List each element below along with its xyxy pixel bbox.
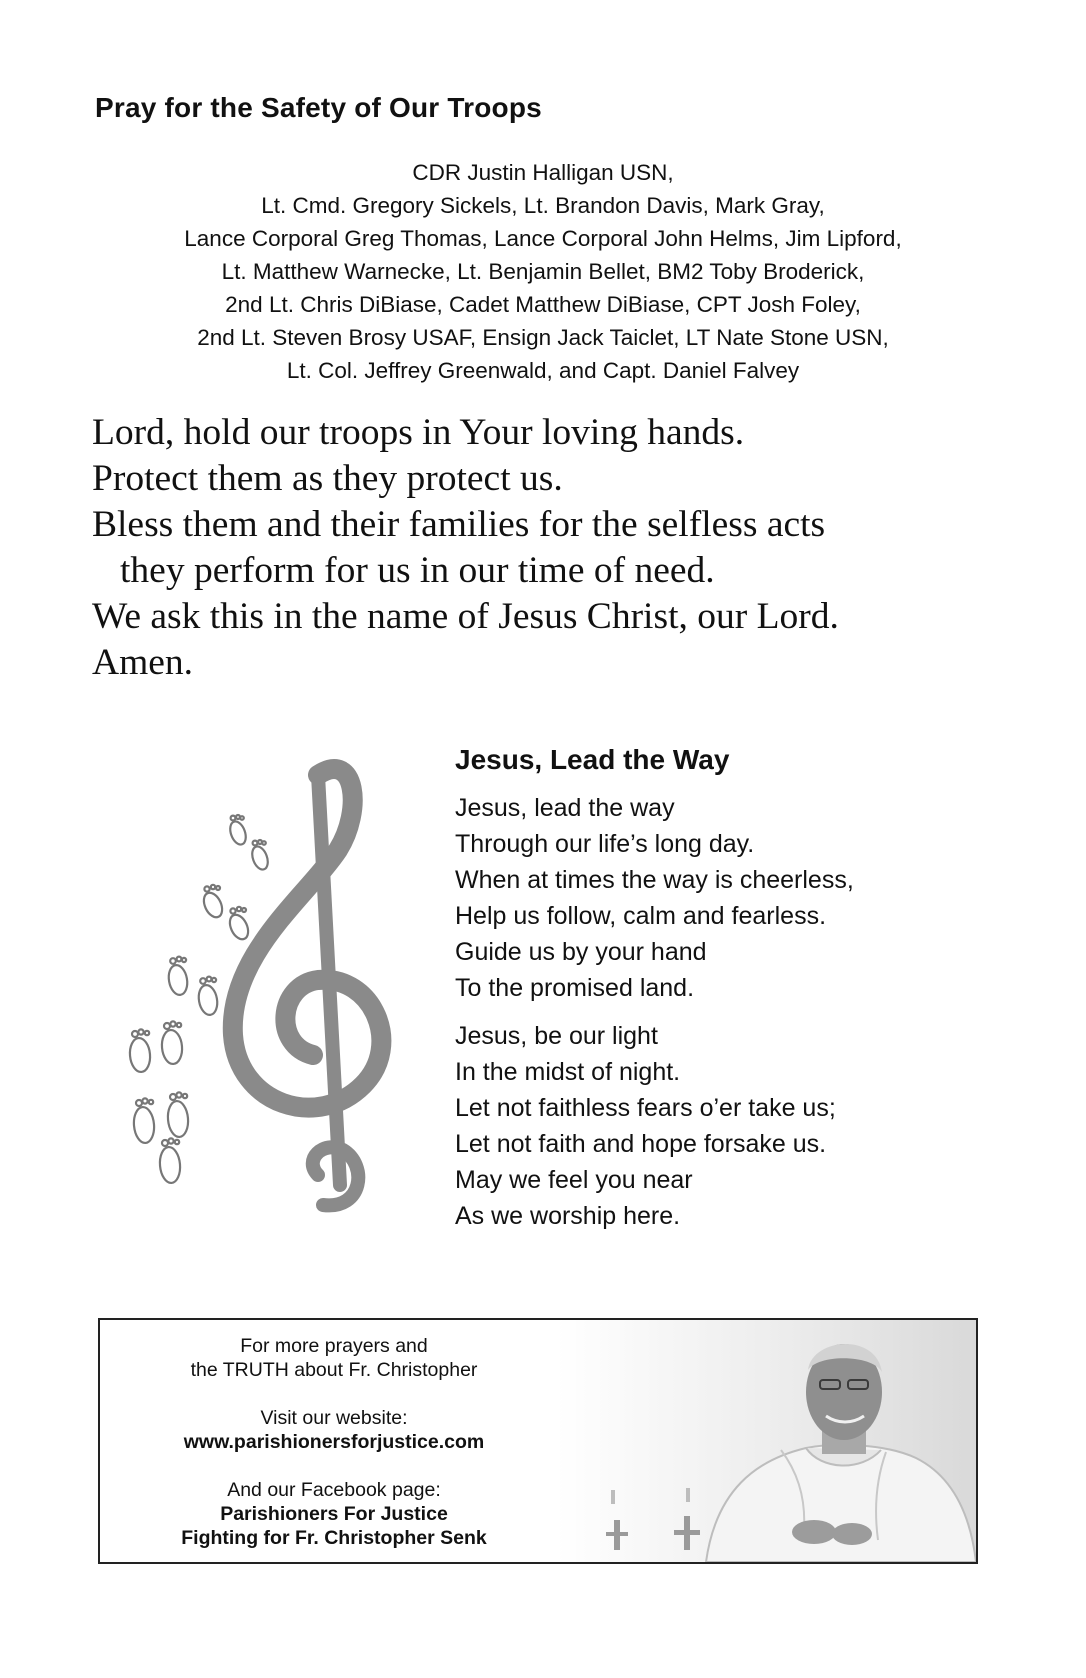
- hymn-line: Help us follow, calm and fearless.: [455, 902, 827, 930]
- troops-names-line: Lt. Matthew Warnecke, Lt. Benjamin Bellet, BM2 Toby Broderick,: [221, 259, 865, 284]
- troops-names-line: CDR Justin Halligan USN,: [412, 160, 674, 185]
- troops-section-title: Pray for the Safety of Our Troops: [95, 92, 542, 123]
- facebook-page-subtitle: Fighting for Fr. Christopher Senk: [181, 1527, 487, 1549]
- treble-clef-footprints-illustration: [118, 755, 418, 1215]
- prayer-line: Amen.: [92, 642, 194, 683]
- hymn-line: To the promised land.: [455, 974, 695, 1002]
- hymn-line: Guide us by your hand: [455, 938, 707, 966]
- promo-line: Visit our website:: [260, 1407, 408, 1429]
- hymn-line: In the midst of night.: [455, 1058, 681, 1086]
- prayer-line: We ask this in the name of Jesus Christ, our Lord.: [92, 596, 839, 637]
- prayer-line: Lord, hold our troops in Your loving hands.: [92, 412, 745, 453]
- troops-names-line: Lance Corporal Greg Thomas, Lance Corporal John Helms, Jim Lipford,: [184, 226, 902, 251]
- hymn-line: Let not faith and hope forsake us.: [455, 1130, 827, 1158]
- troops-names-line: Lt. Col. Jeffrey Greenwald, and Capt. Daniel Falvey: [286, 358, 800, 383]
- priest-photo: [556, 1320, 976, 1562]
- troops-names-list: [60, 156, 1026, 387]
- hymn-line: Jesus, lead the way: [455, 794, 675, 822]
- website-link[interactable]: www.parishionersforjustice.com: [183, 1431, 485, 1453]
- hymn-section: [455, 744, 1015, 1234]
- troops-names-line: 2nd Lt. Chris DiBiase, Cadet Matthew DiBiase, CPT Josh Foley,: [225, 292, 861, 317]
- hymn-line: May we feel you near: [455, 1166, 693, 1194]
- promo-line: the TRUTH about Fr. Christopher: [190, 1359, 478, 1381]
- hymn-verse-1: [455, 790, 1015, 1006]
- prayer-line: they perform for us in our time of need.: [120, 550, 715, 591]
- promo-box: [98, 1318, 978, 1564]
- treble-clef-icon: [233, 769, 382, 1205]
- prayer-line: Bless them and their families for the selfless acts: [92, 504, 826, 545]
- hymn-title: Jesus, Lead the Way: [455, 744, 730, 775]
- promo-line: For more prayers and: [240, 1335, 428, 1357]
- hymn-line: Let not faithless fears o’er take us;: [455, 1094, 836, 1122]
- hymn-verse-2: [455, 1018, 1015, 1234]
- hymn-line: When at times the way is cheerless,: [455, 866, 854, 894]
- hymn-line: As we worship here.: [455, 1202, 681, 1230]
- hymn-line: Through our life’s long day.: [455, 830, 755, 858]
- troops-names-line: 2nd Lt. Steven Brosy USAF, Ensign Jack Taiclet, LT Nate Stone USN,: [197, 325, 889, 350]
- promo-line: And our Facebook page:: [227, 1479, 441, 1501]
- prayer-line: Protect them as they protect us.: [92, 458, 563, 499]
- promo-text: [114, 1334, 554, 1550]
- troops-prayer: [92, 410, 1052, 686]
- footprints-icon: [129, 815, 271, 1184]
- facebook-page-name[interactable]: Parishioners For Justice: [220, 1503, 448, 1525]
- hymn-line: Jesus, be our light: [455, 1022, 658, 1050]
- troops-names-line: Lt. Cmd. Gregory Sickels, Lt. Brandon Davis, Mark Gray,: [261, 193, 825, 218]
